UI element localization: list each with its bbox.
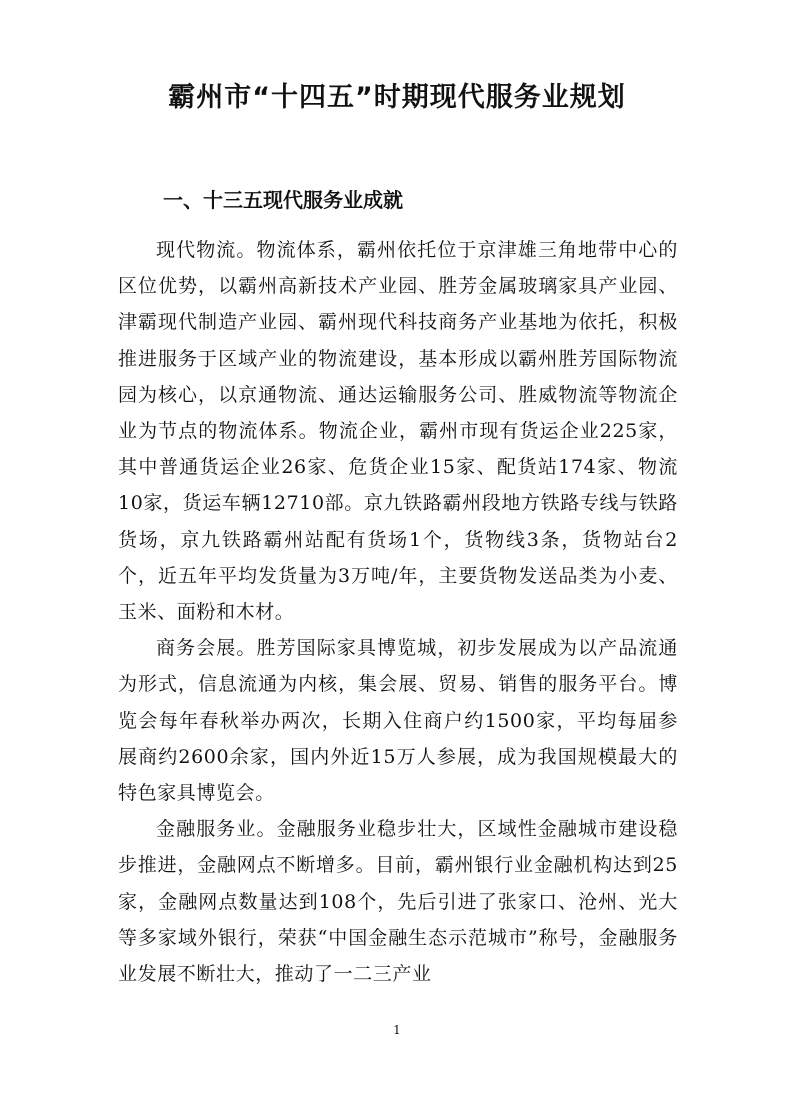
section-heading: 一、十三五现代服务业成就 bbox=[163, 188, 403, 212]
paragraph-business-exhibition: 商务会展。胜芳国际家具博览城，初步发展成为以产品流通为形式，信息流通为内核，集会展、贸易、销售的服务平台。博览会每年春秋举办两次，长期入住商户约1500家，平均每届参展商约2600余家，国内外近15万人参展，成为我国规模最大的特色家具博览会。 bbox=[118, 637, 678, 805]
document-title: 霸州市“十四五”时期现代服务业规划 bbox=[168, 82, 626, 113]
paragraph-modern-logistics: 现代物流。物流体系，霸州依托位于京津雄三角地带中心的区位优势，以霸州高新技术产业园、胜芳金属玻璃家具产业园、津霸现代制造产业园、霸州现代科技商务产业基地为依托，积极推进服务于区域产业的物流建设，基本形成以霸州胜芳国际物流园为核心，以京通物流、通达运输服务公司、胜威物流等物流企业为节点的物流体系。物流企业，霸州市现有货运企业225家，其中普通货运企业26家、危货企业15家、配货站174家、物流10家，货运车辆12710部。京九铁路霸州段地方铁路专线与铁路货场，京九铁路霸州站配有货场1个，货物线3条，货物站台2个，近五年平均发货量为3万吨/年，主要货物发送品类为小麦、玉米、面粉和木材。 bbox=[118, 239, 678, 624]
paragraph-financial-services: 金融服务业。金融服务业稳步壮大，区域性金融城市建设稳步推进，金融网点不断增多。目前，霸州银行业金融机构达到25家，金融网点数量达到108个，先后引进了张家口、沧州、光大等多家域外银行，荣获“中国金融生态示范城市”称号，金融服务业发展不断壮大，推动了一二三产业 bbox=[118, 818, 678, 986]
document-body bbox=[118, 232, 678, 992]
page-number: 1 bbox=[393, 1023, 401, 1037]
